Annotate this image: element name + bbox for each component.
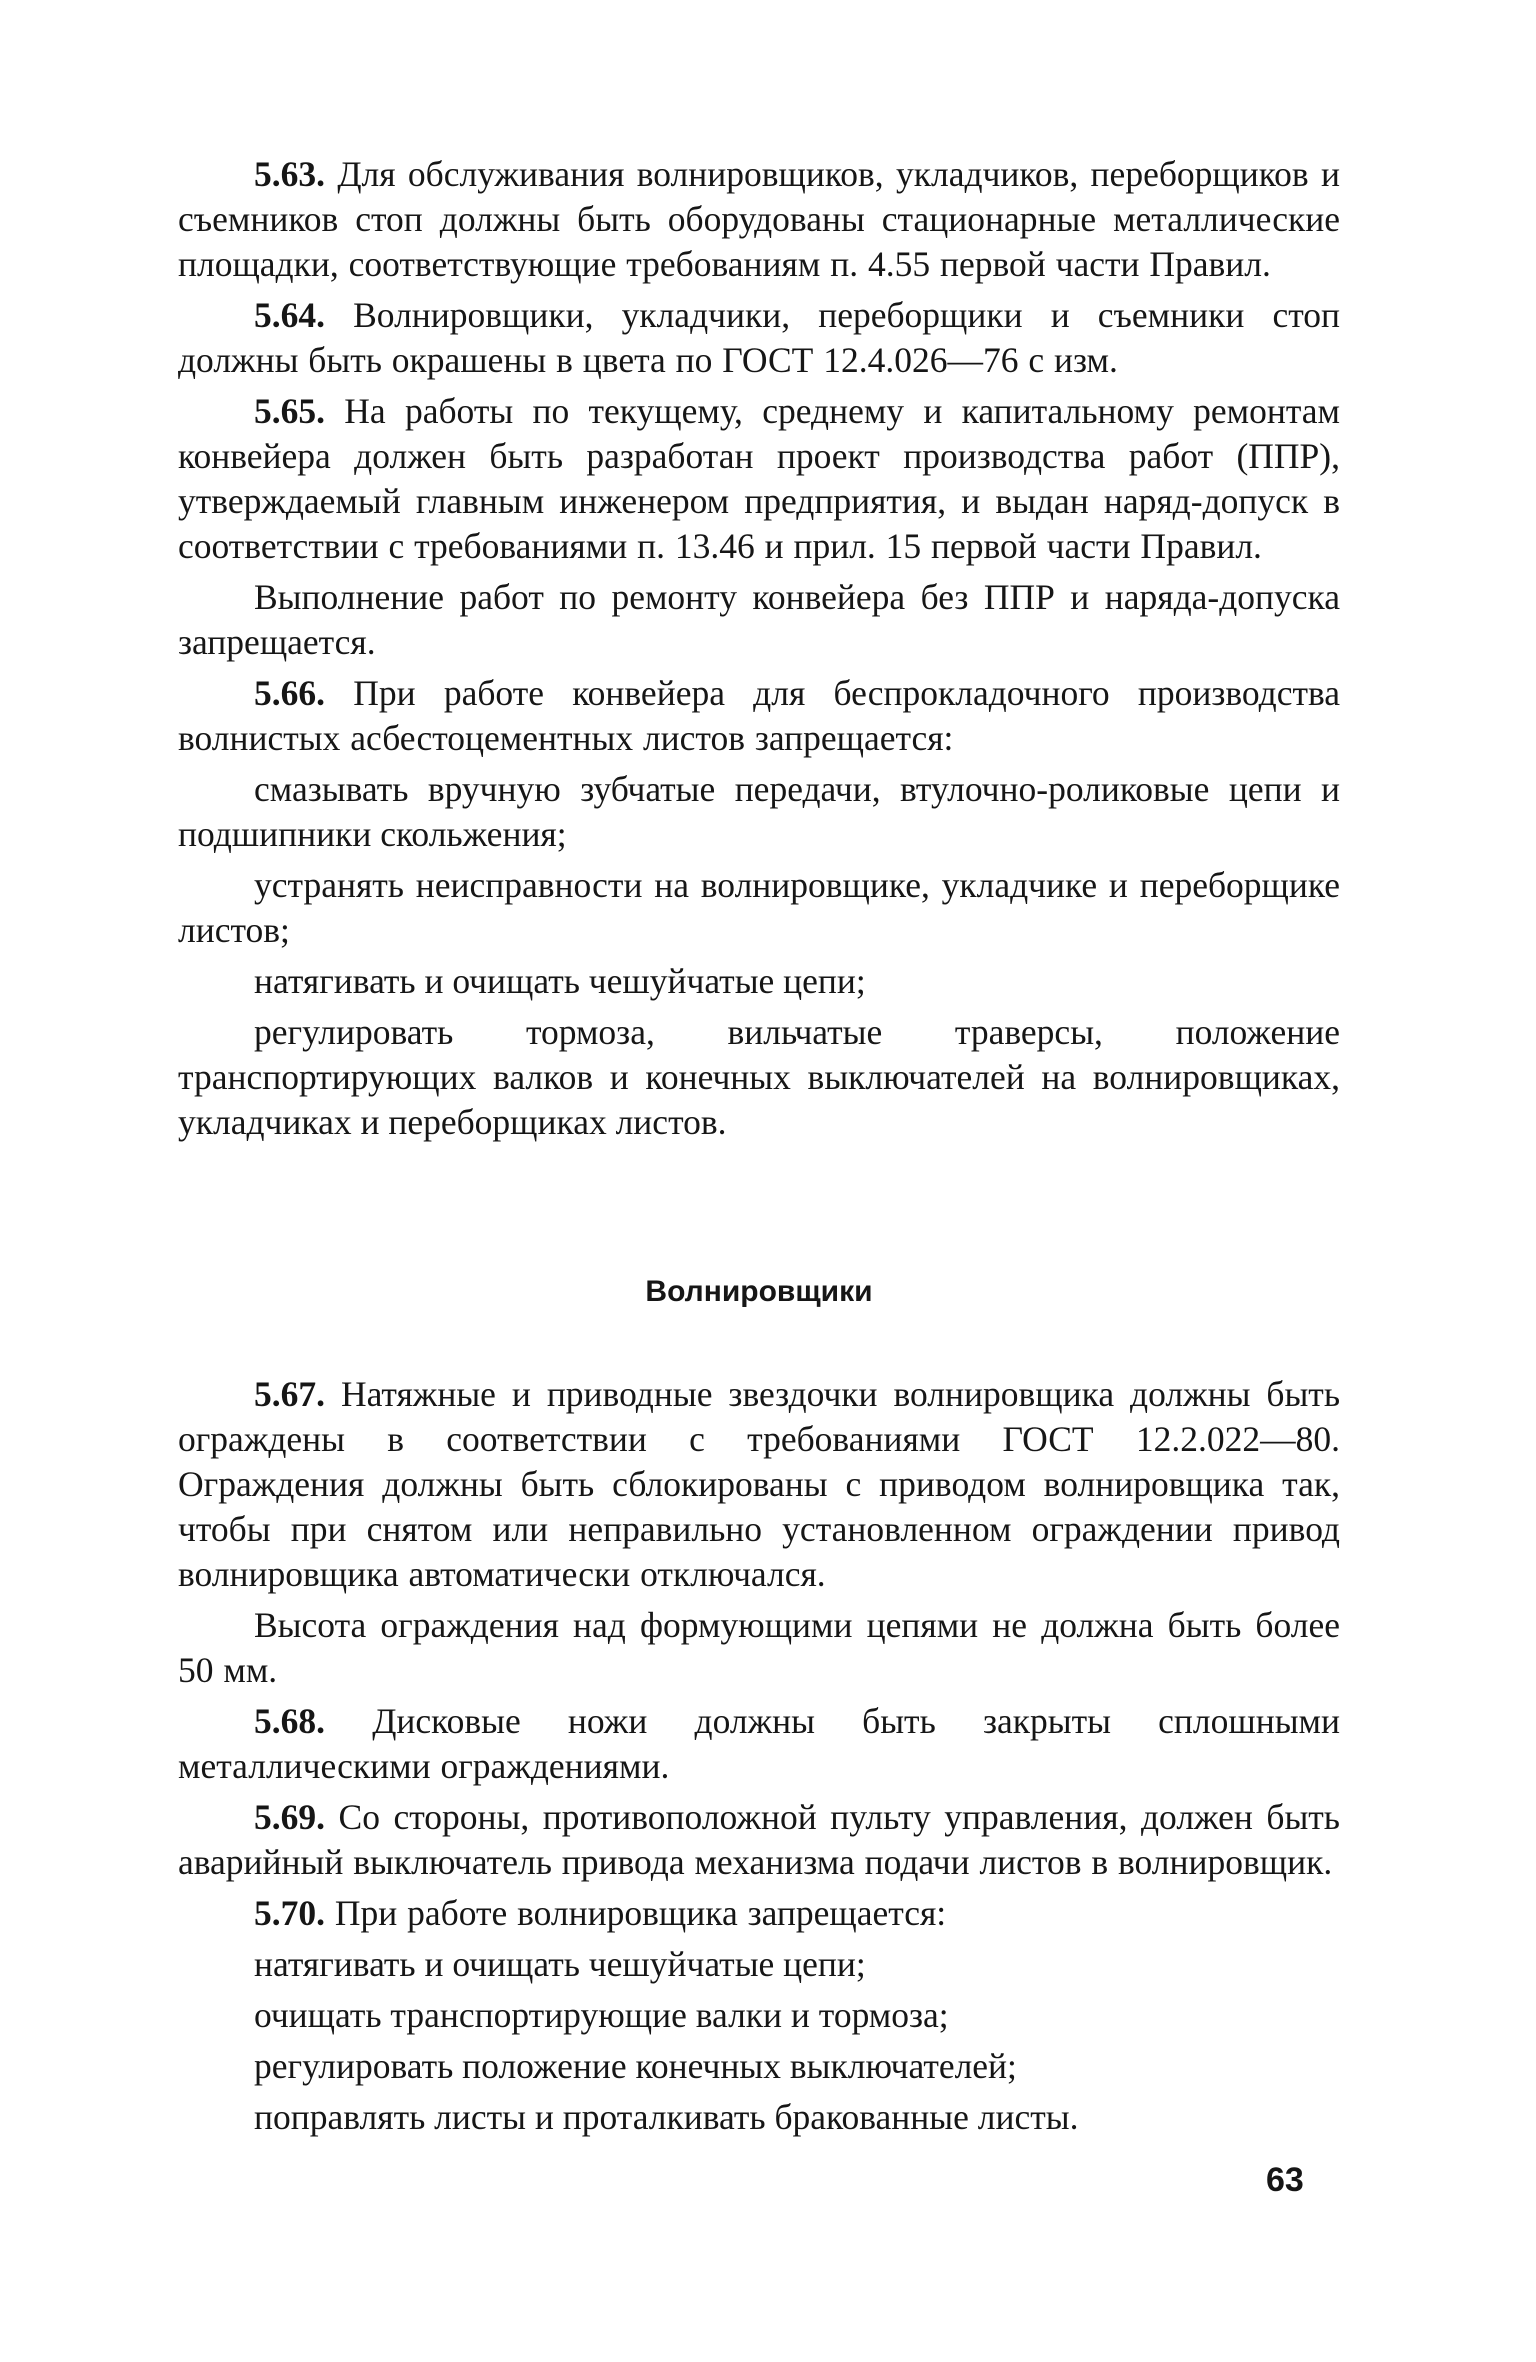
paragraph-text: Для обслуживания волнировщиков, укладчиков, переборщиков и съемников стоп должны быть оборудованы стационарные металлические площадки, соответствующие требованиям п. 4.55 первой части Правил. [178, 154, 1341, 284]
paragraph-text: Волнировщики, укладчики, переборщики и съемники стоп должны быть окрашены в цвета по ГОСТ 12.4.026—76 с изм. [178, 295, 1341, 380]
page-body [178, 152, 1341, 2137]
list-item: регулировать тормоза, вильчатые траверсы, положение транспортирующих валков и конечных выключателей на волнировщиках, укладчиках и переборщиках листов. [178, 1012, 1340, 1142]
section-heading: Волнировщики [645, 1275, 873, 1308]
list-item: регулировать положение конечных выключателей; [254, 2046, 1017, 2086]
paragraph-number: 5.68. [254, 1701, 325, 1741]
paragraph-5-70 [178, 1891, 1340, 1936]
section-volnirovshchiki [178, 1372, 1340, 2146]
page-number: 63 [1266, 2161, 1304, 2199]
paragraph-number: 5.63. [254, 154, 325, 194]
list-item: устранять неисправности на волнировщике, укладчике и переборщике листов; [178, 865, 1340, 950]
list-item: смазывать вручную зубчатые передачи, втулочно-роликовые цепи и подшипники скольжения; [178, 769, 1340, 854]
paragraph-5-65-continued: Выполнение работ по ремонту конвейера без ППР и наряда-допуска запрещается. [178, 577, 1340, 662]
paragraph-number: 5.64. [254, 295, 325, 335]
paragraph-text: Дисковые ножи должны быть закрыты сплошными металлическими ограждениями. [178, 1701, 1341, 1786]
paragraph-text: Со стороны, противоположной пульту управления, должен быть аварийный выключатель привода механизма подачи листов в волнировщик. [178, 1797, 1340, 1882]
list-item: очищать транспортирующие валки и тормоза; [254, 1995, 949, 2035]
paragraph-text: При работе волнировщика запрещается: [334, 1893, 947, 1933]
paragraph-5-69 [178, 1795, 1340, 1885]
paragraph-text: При работе конвейера для беспрокладочного производства волнистых асбестоцементных листов запрещается: [178, 673, 1341, 758]
list-item: натягивать и очищать чешуйчатые цепи; [254, 961, 866, 1001]
paragraph-5-63 [178, 152, 1340, 287]
paragraph-number: 5.67. [254, 1374, 325, 1414]
paragraph-number: 5.66. [254, 673, 325, 713]
paragraph-5-66 [178, 671, 1340, 761]
paragraph-text: Натяжные и приводные звездочки волнировщика должны быть ограждены в соответствии с требованиями ГОСТ 12.2.022—80. Ограждения должны быть сблокированы с приводом волнировщика так, чтобы при снятом или неправильно установленном ограждении привод волнировщика автоматически отключался. [178, 1374, 1341, 1594]
paragraph-5-67 [178, 1372, 1340, 1597]
paragraph-5-64 [178, 293, 1340, 383]
paragraph-number: 5.70. [254, 1893, 325, 1933]
paragraph-5-65 [178, 389, 1340, 569]
paragraph-5-68 [178, 1699, 1340, 1789]
paragraph-number: 5.69. [254, 1797, 325, 1837]
list-item: поправлять листы и проталкивать бракованные листы. [254, 2097, 1079, 2137]
list-item: натягивать и очищать чешуйчатые цепи; [254, 1944, 866, 1984]
paragraph-number: 5.65. [254, 391, 325, 431]
paragraph-5-67-continued: Высота ограждения над формующими цепями не должна быть более 50 мм. [178, 1605, 1340, 1690]
paragraph-text: На работы по текущему, среднему и капитальному ремонтам конвейера должен быть разработан проект производства работ (ППР), утверждаемый главным инженером предприятия, и выдан наряд-допуск в соответствии с требованиями п. 13.46 и прил. 15 первой части Правил. [178, 391, 1341, 566]
